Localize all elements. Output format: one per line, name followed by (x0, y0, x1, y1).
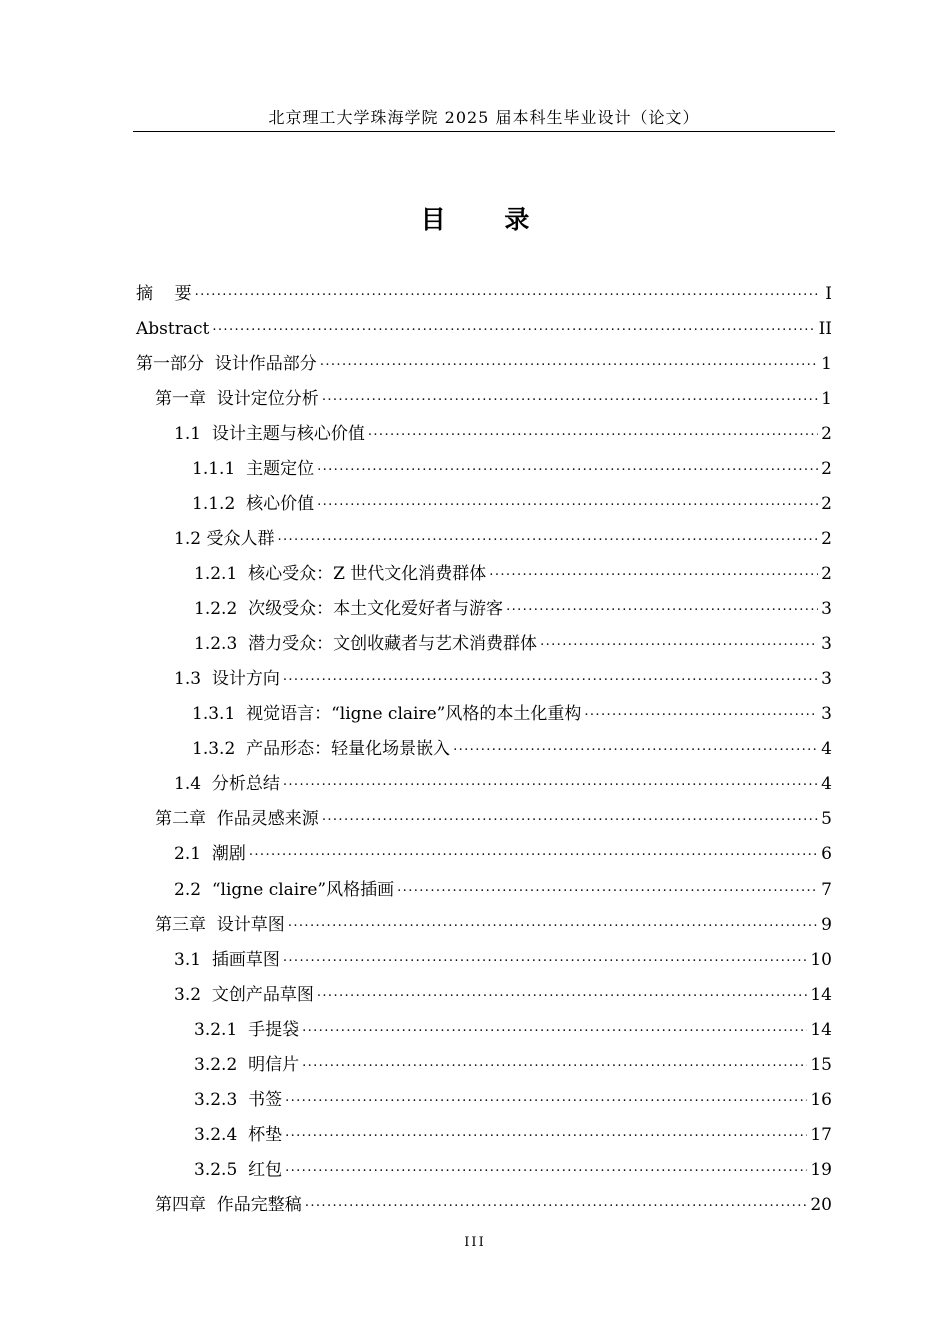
toc-entry-label: 3.2.5 红包 (194, 1159, 283, 1180)
toc-entry-label: 1.3.1 视觉语言：“ligne claire”风格的本土化重构 (192, 703, 582, 724)
toc-entry-label: 2.2 “ligne claire”风格插画 (174, 879, 395, 900)
toc-entry-page: 2 (821, 458, 832, 479)
toc-entry-page: 5 (821, 808, 832, 829)
toc-entry[interactable] (192, 486, 832, 521)
toc-entry-label: 摘 要 (136, 283, 192, 304)
header-rule (133, 131, 835, 132)
toc-entry[interactable] (136, 311, 832, 346)
toc-entry[interactable] (192, 731, 832, 766)
toc-entry[interactable] (194, 556, 832, 591)
toc-entry-page: 2 (821, 563, 832, 584)
toc-dot-leader (322, 808, 818, 830)
toc-entry-label: 1.4 分析总结 (174, 773, 280, 794)
toc-dot-leader (453, 738, 818, 760)
toc-entry-label: 第四章 作品完整稿 (155, 1194, 302, 1215)
toc-entry-page: 6 (821, 843, 832, 864)
toc-entry[interactable] (174, 416, 832, 451)
toc-entry-label: 1.2.2 次级受众：本土文化爱好者与游客 (194, 598, 504, 619)
toc-entry-label: 3.2.1 手提袋 (194, 1019, 300, 1040)
toc-entry-page: 3 (821, 633, 832, 654)
toc-dot-leader (212, 318, 815, 340)
toc-dot-leader (584, 703, 818, 725)
toc-entry-label: Abstract (136, 318, 210, 339)
toc-dot-leader (320, 353, 818, 375)
toc-entry[interactable] (194, 1117, 832, 1152)
toc-entry[interactable] (174, 942, 832, 977)
toc-entry[interactable] (194, 591, 832, 626)
toc-entry[interactable] (194, 1082, 832, 1117)
toc-entry-label: 第二章 作品灵感来源 (155, 808, 319, 829)
toc-entry[interactable] (194, 626, 832, 661)
toc-entry-label: 第一部分 设计作品部分 (136, 353, 317, 374)
toc-dot-leader (397, 879, 818, 901)
toc-entry-page: 20 (810, 1194, 832, 1215)
toc-entry-label: 1.2.3 潜力受众：文创收藏者与艺术消费群体 (194, 633, 538, 654)
toc-entry[interactable] (194, 1152, 832, 1187)
toc-dot-leader (368, 423, 818, 445)
toc-entry-page: 14 (810, 1019, 832, 1040)
toc-dot-leader (285, 1089, 807, 1111)
toc-dot-leader (322, 388, 818, 410)
toc-entry-page: 2 (821, 528, 832, 549)
toc-entry-label: 1.2.1 核心受众：Z 世代文化消费群体 (194, 563, 487, 584)
toc-entry-page: 1 (821, 353, 832, 374)
toc-entry-page: I (825, 283, 832, 304)
toc-entry-page: 3 (821, 668, 832, 689)
toc-entry[interactable] (192, 451, 832, 486)
toc-entry-page: 4 (821, 773, 832, 794)
toc-entry-page: 1 (821, 388, 832, 409)
toc-entry-page: II (818, 318, 832, 339)
toc-dot-leader (317, 984, 808, 1006)
toc-entry-label: 1.1.2 核心价值 (192, 493, 315, 514)
toc-entry-page: 4 (821, 738, 832, 759)
toc-entry[interactable] (155, 1187, 832, 1222)
toc-dot-leader (195, 283, 819, 305)
toc-entry-label: 3.2 文创产品草图 (174, 984, 314, 1005)
toc-entry-page: 15 (810, 1054, 832, 1075)
toc-entry[interactable] (136, 346, 832, 381)
toc-entry-label: 3.1 插画草图 (174, 949, 280, 970)
toc-entry[interactable] (194, 1047, 832, 1082)
toc-entry-page: 9 (821, 914, 832, 935)
toc-dot-leader (285, 1159, 807, 1181)
toc-dot-leader (302, 1054, 807, 1076)
toc-dot-leader (317, 493, 818, 515)
toc-entry[interactable] (174, 661, 832, 696)
toc-entry[interactable] (174, 977, 832, 1012)
toc-dot-leader (283, 668, 818, 690)
toc-entry-label: 3.2.4 杯垫 (194, 1124, 283, 1145)
toc-dot-leader (305, 1194, 808, 1216)
page-number: III (464, 1235, 486, 1250)
toc-entry-label: 3.2.2 明信片 (194, 1054, 300, 1075)
toc-entry[interactable] (194, 1012, 832, 1047)
toc-entry-label: 3.2.3 书签 (194, 1089, 283, 1110)
toc-entry[interactable] (155, 381, 832, 416)
toc-dot-leader (302, 1019, 807, 1041)
page-title: 目 录 (420, 205, 555, 234)
toc-entry-page: 3 (821, 703, 832, 724)
toc-entry[interactable] (174, 521, 832, 556)
toc-entry[interactable] (136, 276, 832, 311)
toc-dot-leader (489, 563, 818, 585)
toc-dot-leader (285, 1124, 807, 1146)
toc-entry-page: 2 (821, 423, 832, 444)
toc-dot-leader (283, 949, 808, 971)
toc-dot-leader (317, 458, 818, 480)
toc-entry-page: 17 (810, 1124, 832, 1145)
toc-entry-label: 1.1 设计主题与核心价值 (174, 423, 365, 444)
running-header: 北京理工大学珠海学院 2025 届本科生毕业设计（论文） (268, 108, 700, 127)
toc-entry[interactable] (155, 907, 832, 942)
toc-dot-leader (249, 843, 818, 865)
toc-entry-label: 第一章 设计定位分析 (155, 388, 319, 409)
toc-entry-label: 2.1 潮剧 (174, 843, 246, 864)
toc-dot-leader (540, 633, 818, 655)
toc-entry-page: 14 (810, 984, 832, 1005)
toc-dot-leader (288, 914, 818, 936)
toc-entry-page: 10 (810, 949, 832, 970)
toc-entry[interactable] (155, 801, 832, 836)
toc-entry-page: 7 (821, 879, 832, 900)
toc-entry[interactable] (174, 836, 832, 871)
toc-entry-label: 1.3 设计方向 (174, 668, 280, 689)
toc-entry-page: 19 (810, 1159, 832, 1180)
toc-entry[interactable] (174, 766, 832, 801)
toc-entry[interactable] (174, 872, 832, 907)
toc-entry-page: 3 (821, 598, 832, 619)
toc-entry-label: 第三章 设计草图 (155, 914, 285, 935)
toc-entry-page: 16 (810, 1089, 832, 1110)
toc-entry[interactable] (192, 696, 832, 731)
toc-entry-label: 1.3.2 产品形态：轻量化场景嵌入 (192, 738, 451, 759)
toc-entry-label: 1.2 受众人群 (174, 528, 275, 549)
toc-dot-leader (283, 773, 818, 795)
toc-dot-leader (277, 528, 818, 550)
toc-dot-leader (506, 598, 818, 620)
toc-entry-label: 1.1.1 主题定位 (192, 458, 315, 479)
toc-entry-page: 2 (821, 493, 832, 514)
